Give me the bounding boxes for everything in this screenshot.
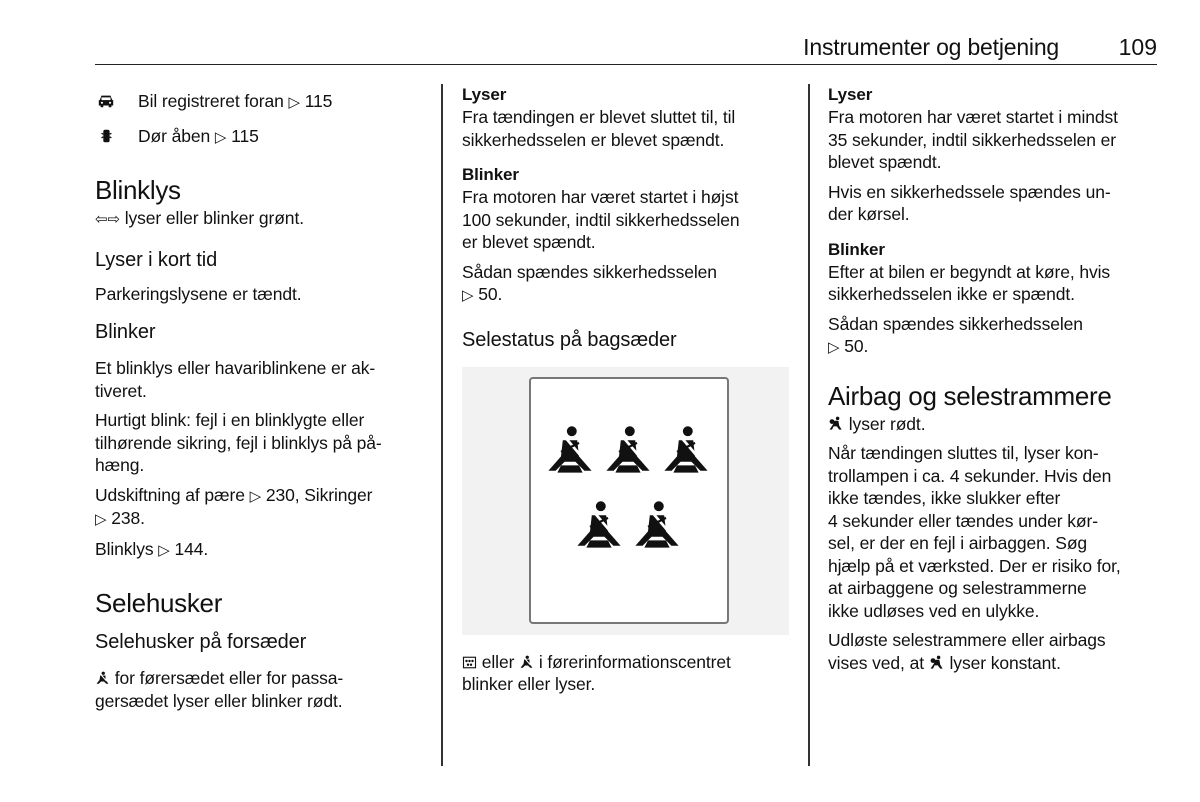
column-divider [808,84,810,766]
saadan-paragraph [462,261,792,307]
seatbelt-icon [519,655,534,670]
column-3 [828,84,1160,681]
text-line: sikkerhedsselen er blevet spændt. [462,129,725,150]
blinker-paragraph-4 [95,538,425,562]
reference-arrow-icon: ▷ [288,93,300,111]
door-open-text: Dør åben [138,126,211,146]
blinklys-text: lyser eller blinker grønt. [124,208,304,228]
text-line: Et blinklys eller havariblinkene er ak- [95,358,376,378]
heading-selehusker: Selehusker [95,588,223,618]
page-number: 109 [1118,34,1157,60]
label-blinker: Blinker [462,165,519,184]
text-line: hæng. [95,455,145,475]
text-line: lyser konstant. [949,652,1061,673]
seat-person-icon [606,426,649,472]
airbag-icon [828,416,844,432]
text-line: gersædet lyser eller blinker rødt. [95,690,343,711]
column-1 [95,84,425,712]
page-reference: 238. [111,508,145,528]
text-line: vises ved, at [828,652,924,673]
column-2 [462,84,792,696]
page-reference: 230, Sikringer [265,484,373,505]
text-line: Fra tændingen er blevet sluttet til, til [462,107,736,127]
lyser-paragraph [828,106,1160,174]
page-reference: 50. [478,284,503,304]
blinker-paragraph [828,261,1160,306]
seat-belt-display [529,377,729,624]
rear-seat-belt-status-figure [462,367,789,635]
text-line: i førerinformationscentret [538,651,731,672]
text-line: Efter at bilen er begyndt at køre, hvis [828,261,1111,282]
text-line: tilhørende sikring, fejl i blinklys på på- [95,432,382,453]
blinker-paragraph-2 [95,409,425,477]
reference-arrow-icon: ▷ [249,486,262,505]
blinker-paragraph-3 [95,484,425,531]
rear-seats-icon [462,655,477,670]
text-line: Hvis en sikkerhedssele spændes un- [828,181,1111,202]
car-ahead-ref: 115 [304,91,333,111]
car-ahead-item [95,90,425,113]
naar-paragraph [828,442,1160,622]
header-title: Instrumenter og betjening [803,34,1059,60]
text-line: er blevet spændt. [462,232,596,252]
text-line: 4 sekunder eller tændes under kør- [828,510,1098,531]
blinker-paragraph-1 [95,357,425,402]
figure-caption [462,651,792,696]
reference-arrow-icon: ▷ [95,510,107,528]
text-line: Fra motoren har været startet i højst [462,187,739,207]
seat-person-icon [548,426,591,472]
text-line: hjælp på et værksted. Der er risiko for, [828,555,1121,576]
text-line: sel, er der en fejl i airbaggen. Søg [828,533,1088,553]
heading-blinker: Blinker [95,321,156,343]
text-line: for førersædet eller for passa- [114,668,344,688]
airbag-text: lyser rødt. [848,413,926,434]
seat-person-icon [577,501,620,547]
door-open-icon [97,127,115,145]
text-line: 35 sekunder, indtil sikkerhedsselen er [828,129,1117,150]
text-line: Udskiftning af pære [95,484,245,505]
text-line: eller [481,651,515,672]
seat-belt-icons [531,379,727,622]
blinker-paragraph [462,186,792,254]
airbag-icon [929,655,945,671]
text-line: blinker eller lyser. [462,674,596,694]
label-lyser: Lyser [828,85,873,104]
lyser-paragraph [462,106,792,151]
turn-signal-icon: ⇦⇨ [95,210,120,228]
text-line: tiveret. [95,380,147,401]
seatbelt-icon [95,671,110,686]
text-line: trollampen i ca. 4 sekunder. Hvis den [828,465,1112,486]
text-line: Blinklys [95,538,154,559]
page-reference: 50. [844,336,869,356]
label-blinker: Blinker [828,239,885,259]
door-open-ref: 115 [231,126,259,146]
heading-blinklys: Blinklys [95,175,181,205]
page-reference: 144. [174,538,209,559]
page-header [95,32,1157,65]
car-icon [97,92,115,110]
heading-airbag: Airbag og selestrammere [828,380,1112,411]
seat-person-icon [664,426,707,472]
text-line: Fra motoren har været startet i mindst [828,107,1118,127]
text-line: Hurtigt blink: fejl i en blinklygte eller [95,410,365,430]
udloeste-paragraph [828,629,1160,674]
text-line: 100 sekunder, indtil sikkerhedsselen [462,209,740,230]
heading-selehusker-forsaeder: Selehusker på forsæder [95,631,307,653]
hvis-paragraph [828,181,1160,226]
reference-arrow-icon: ▷ [214,128,227,146]
text-line: ikke tændes, ikke slukker efter [828,488,1061,508]
column-divider [441,84,443,766]
text-line: ikke udløses ved en ulykke. [828,600,1040,621]
seat-person-icon [635,501,678,547]
heading-selestatus: Selestatus på bagsæder [462,328,677,351]
reference-arrow-icon: ▷ [828,338,840,356]
saadan-paragraph [828,313,1160,359]
door-open-item [95,125,425,148]
reference-arrow-icon: ▷ [158,540,170,559]
text-line: der kørsel. [828,204,910,224]
label-lyser: Lyser [462,85,507,104]
text-line: sikkerhedsselen ikke er spændt. [828,284,1075,304]
car-ahead-text: Bil registreret foran [138,91,284,111]
text-line: at airbaggene og selestrammerne [828,578,1087,598]
heading-lyser-kort-tid: Lyser i kort tid [95,248,218,271]
text-line: Sådan spændes sikkerhedsselen [828,313,1083,334]
text-line: blevet spændt. [828,152,942,172]
reference-arrow-icon: ▷ [462,286,474,304]
lyser-kort-text: Parkeringslysene er tændt. [95,283,302,304]
forsaeder-text [95,667,425,712]
text-line: Sådan spændes sikkerhedsselen [462,261,717,282]
text-line: Udløste selestrammere eller airbags [828,630,1106,650]
text-line: Når tændingen sluttes til, lyser kon- [828,443,1099,463]
